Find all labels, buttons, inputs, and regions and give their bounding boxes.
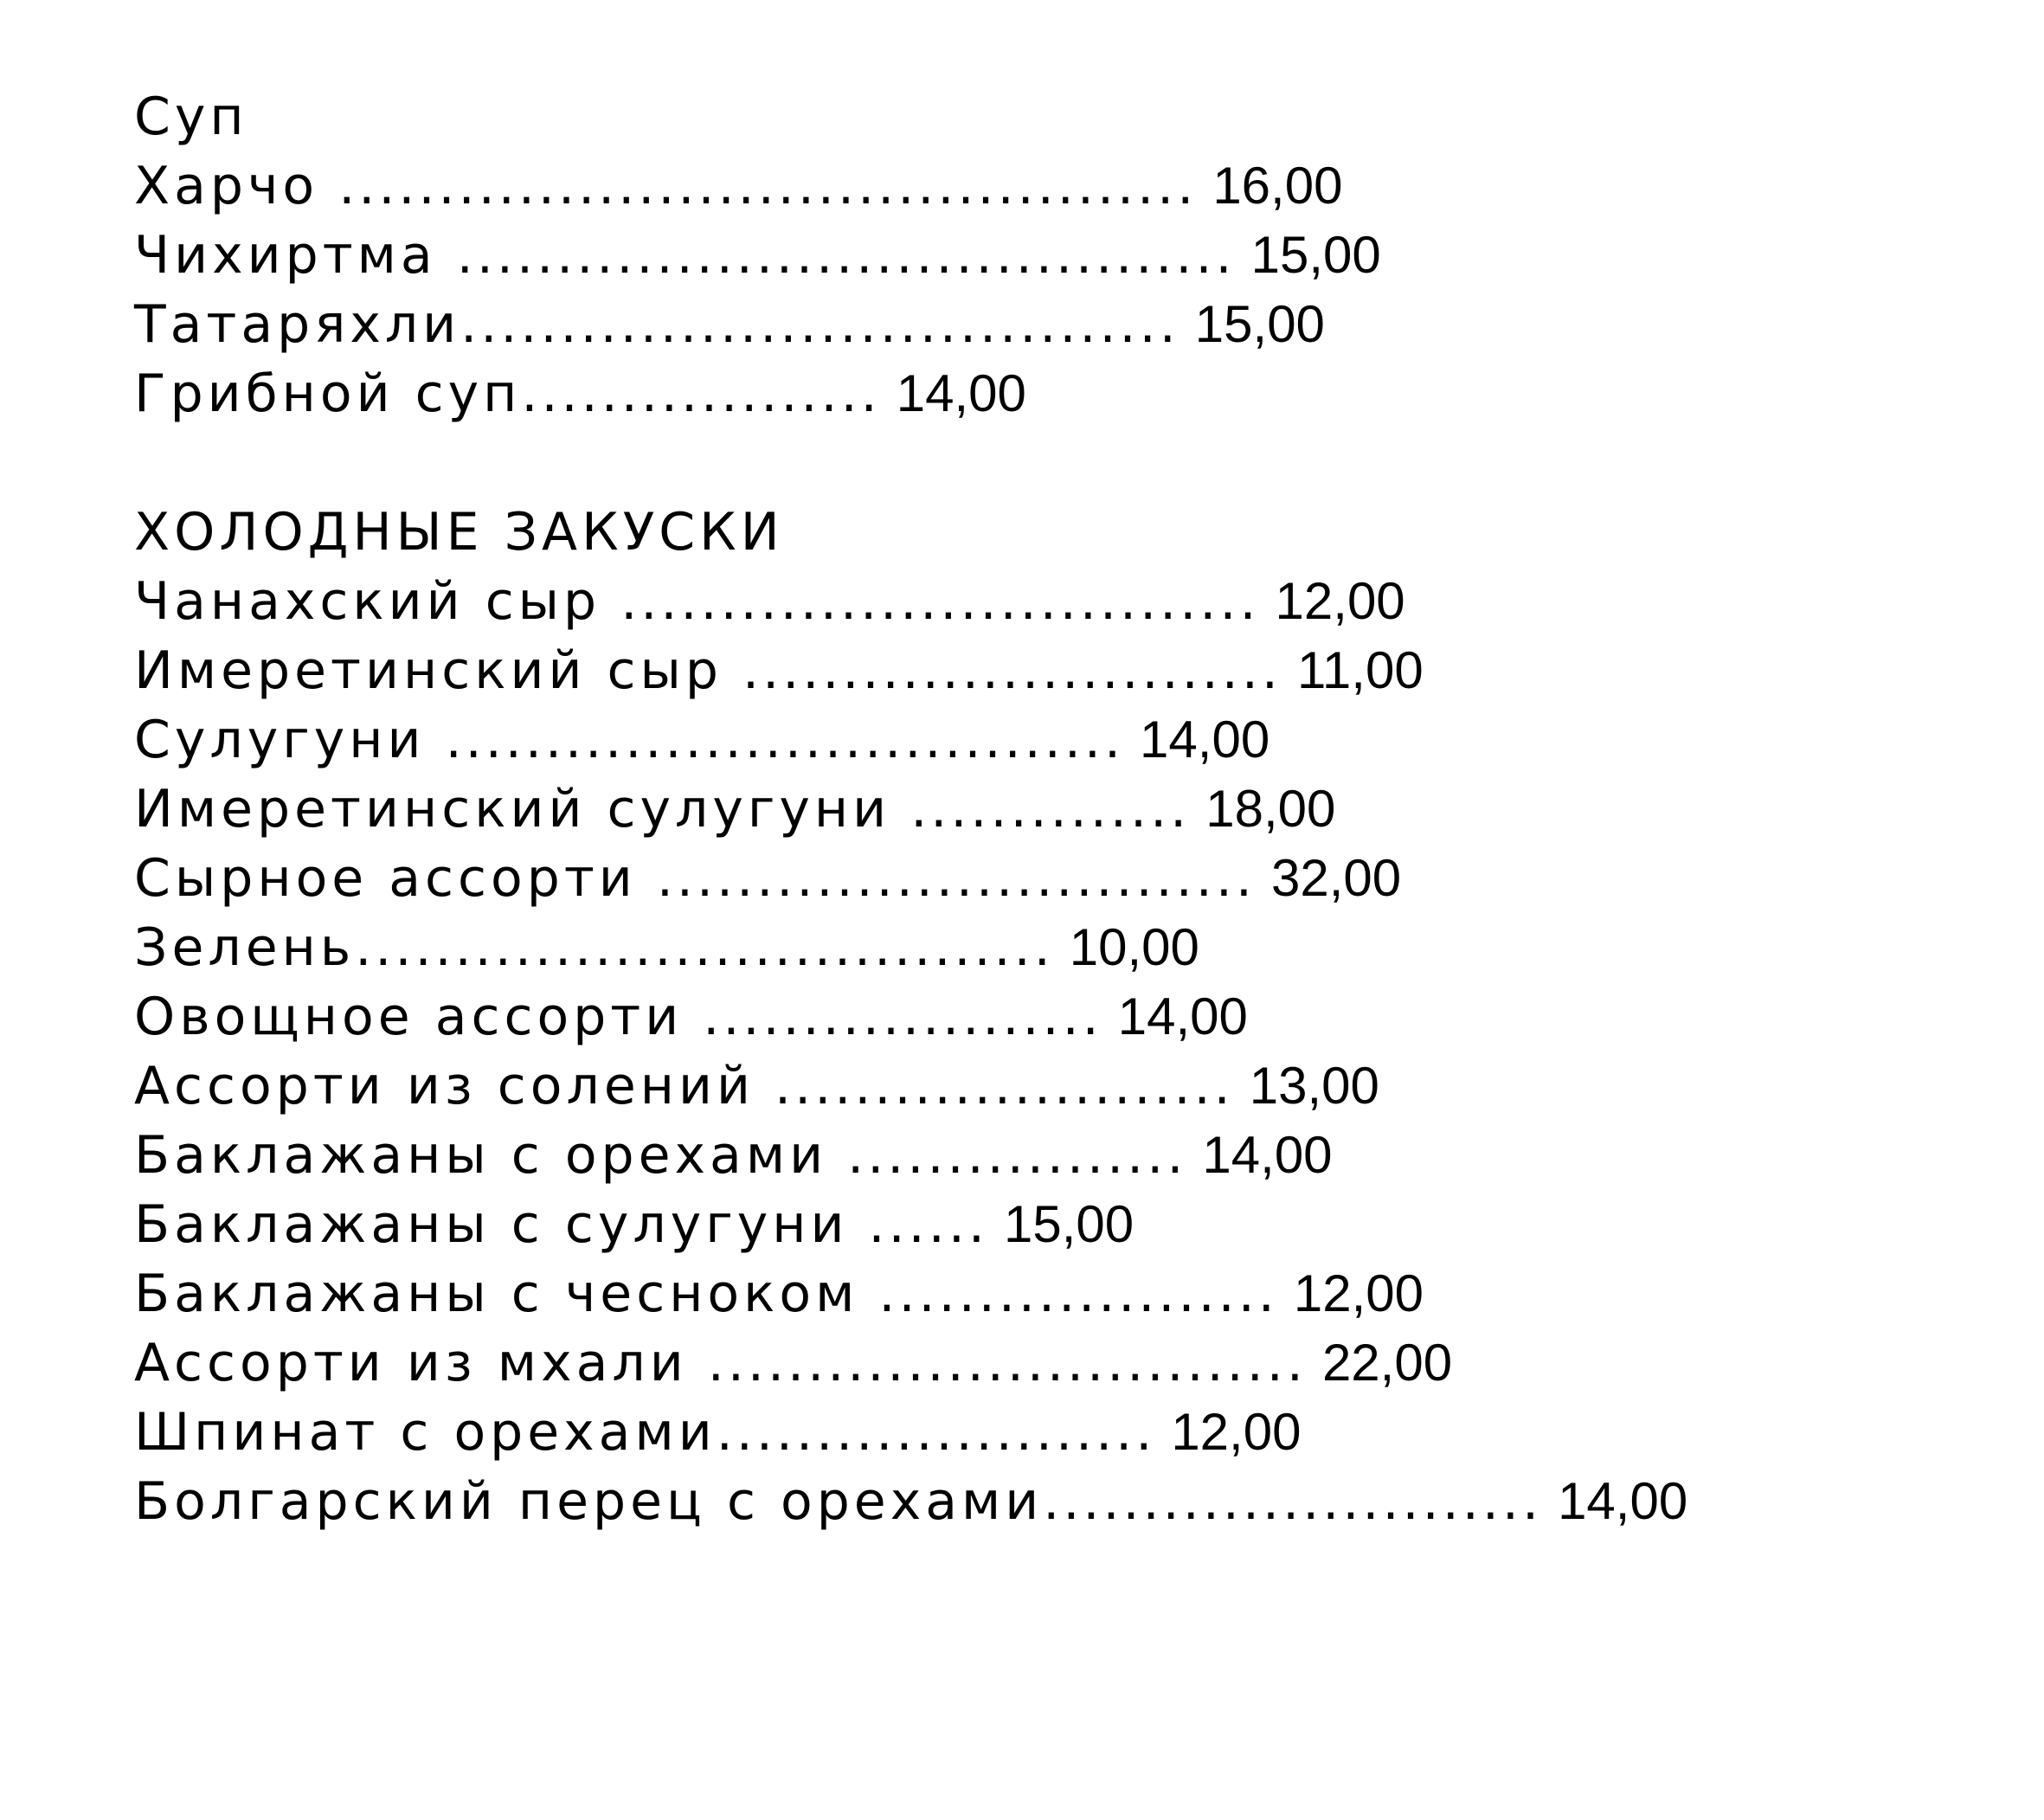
- item-name: Чихиртма: [134, 225, 437, 286]
- menu-item: [134, 913, 1778, 982]
- item-leader-dots: ....................................: [460, 294, 1179, 355]
- menu-item: [134, 1051, 1778, 1121]
- item-name: Сулугуни: [134, 710, 426, 770]
- item-name: Имеретинский сыр: [134, 640, 723, 701]
- item-price: 11,00: [1297, 641, 1424, 699]
- item-leader-dots: ..................: [521, 363, 881, 424]
- item-leader-dots: ....................: [858, 1264, 1278, 1324]
- item-price: 12,00: [1293, 1264, 1424, 1322]
- item-price: 32,00: [1271, 849, 1402, 907]
- item-name: Овощное ассорти: [134, 987, 684, 1047]
- item-name: Чанахский сыр: [134, 571, 601, 632]
- item-name: Болгарский перец с орехами: [134, 1471, 1044, 1532]
- menu-item: [134, 636, 1778, 705]
- item-leader-dots: ...........................................: [318, 156, 1198, 216]
- item-leader-dots: ......................: [716, 1402, 1156, 1463]
- menu-item: [134, 290, 1778, 359]
- item-leader-dots: ..............................: [687, 1333, 1307, 1393]
- item-leader-dots: ......: [848, 1194, 988, 1255]
- menu-item: [134, 1259, 1778, 1328]
- menu-item: [134, 1467, 1778, 1536]
- item-name: Шпинат с орехами: [134, 1402, 717, 1463]
- menu-item: [134, 1121, 1778, 1190]
- item-price: 14,00: [1558, 1472, 1688, 1530]
- section-cold-appetizers: [134, 498, 1778, 1536]
- item-price: 14,00: [896, 364, 1026, 422]
- item-name: Грибной суп: [134, 363, 522, 424]
- item-leader-dots: .................: [827, 1125, 1187, 1186]
- menu-item: [134, 1398, 1778, 1467]
- menu-item: [134, 1328, 1778, 1398]
- item-leader-dots: ...................................: [355, 917, 1054, 978]
- item-price: 18,00: [1205, 780, 1336, 838]
- item-leader-dots: ..............: [890, 779, 1191, 839]
- menu-item: [134, 705, 1778, 775]
- item-price: 15,00: [1194, 295, 1325, 353]
- item-price: 16,00: [1212, 157, 1343, 215]
- section-title: Суп: [134, 87, 248, 147]
- item-leader-dots: ..................................: [425, 710, 1125, 770]
- menu-item: [134, 775, 1778, 844]
- menu-item: [134, 359, 1778, 428]
- item-name: Харчо: [134, 156, 319, 216]
- item-name: Татаряхли: [134, 294, 461, 355]
- item-price: 12,00: [1275, 572, 1405, 630]
- item-price: 13,00: [1249, 1057, 1379, 1115]
- item-price: 14,00: [1140, 711, 1270, 769]
- item-leader-dots: ....................: [683, 987, 1102, 1047]
- item-price: 14,00: [1202, 1126, 1333, 1184]
- section-title: ХОЛОДНЫЕ ЗАКУСКИ: [134, 502, 784, 563]
- menu-item: [134, 151, 1778, 221]
- item-price: 15,00: [1250, 226, 1381, 284]
- item-leader-dots: ...........................: [722, 640, 1282, 701]
- item-name: Ассорти из солений: [134, 1056, 755, 1116]
- menu-item: [134, 1190, 1778, 1259]
- item-leader-dots: .......................: [754, 1056, 1234, 1116]
- item-leader-dots: ................................: [601, 571, 1260, 632]
- item-name: Зелень: [134, 917, 356, 978]
- menu: [134, 82, 1778, 1536]
- item-price: 15,00: [1003, 1195, 1134, 1253]
- item-name: Сырное ассорти: [134, 848, 637, 909]
- item-name: Баклажаны с орехами: [134, 1125, 828, 1186]
- item-price: 10,00: [1069, 918, 1199, 976]
- item-leader-dots: .......................................: [436, 225, 1236, 286]
- item-price: 12,00: [1171, 1403, 1302, 1461]
- section-soup: [134, 82, 1778, 428]
- item-leader-dots: .........................: [1043, 1471, 1543, 1532]
- item-name: Ассорти из мхали: [134, 1333, 688, 1393]
- item-name: Баклажаны с чесноком: [134, 1264, 859, 1324]
- item-leader-dots: ..............................: [636, 848, 1257, 909]
- menu-item: [134, 844, 1778, 913]
- item-price: 22,00: [1321, 1334, 1453, 1392]
- menu-item: [134, 221, 1778, 290]
- menu-item: [134, 567, 1778, 636]
- item-name: Имеретинский сулугуни: [134, 779, 891, 839]
- item-name: Баклажаны с сулугуни: [134, 1194, 849, 1255]
- item-price: 14,00: [1117, 987, 1248, 1045]
- menu-item: [134, 982, 1778, 1051]
